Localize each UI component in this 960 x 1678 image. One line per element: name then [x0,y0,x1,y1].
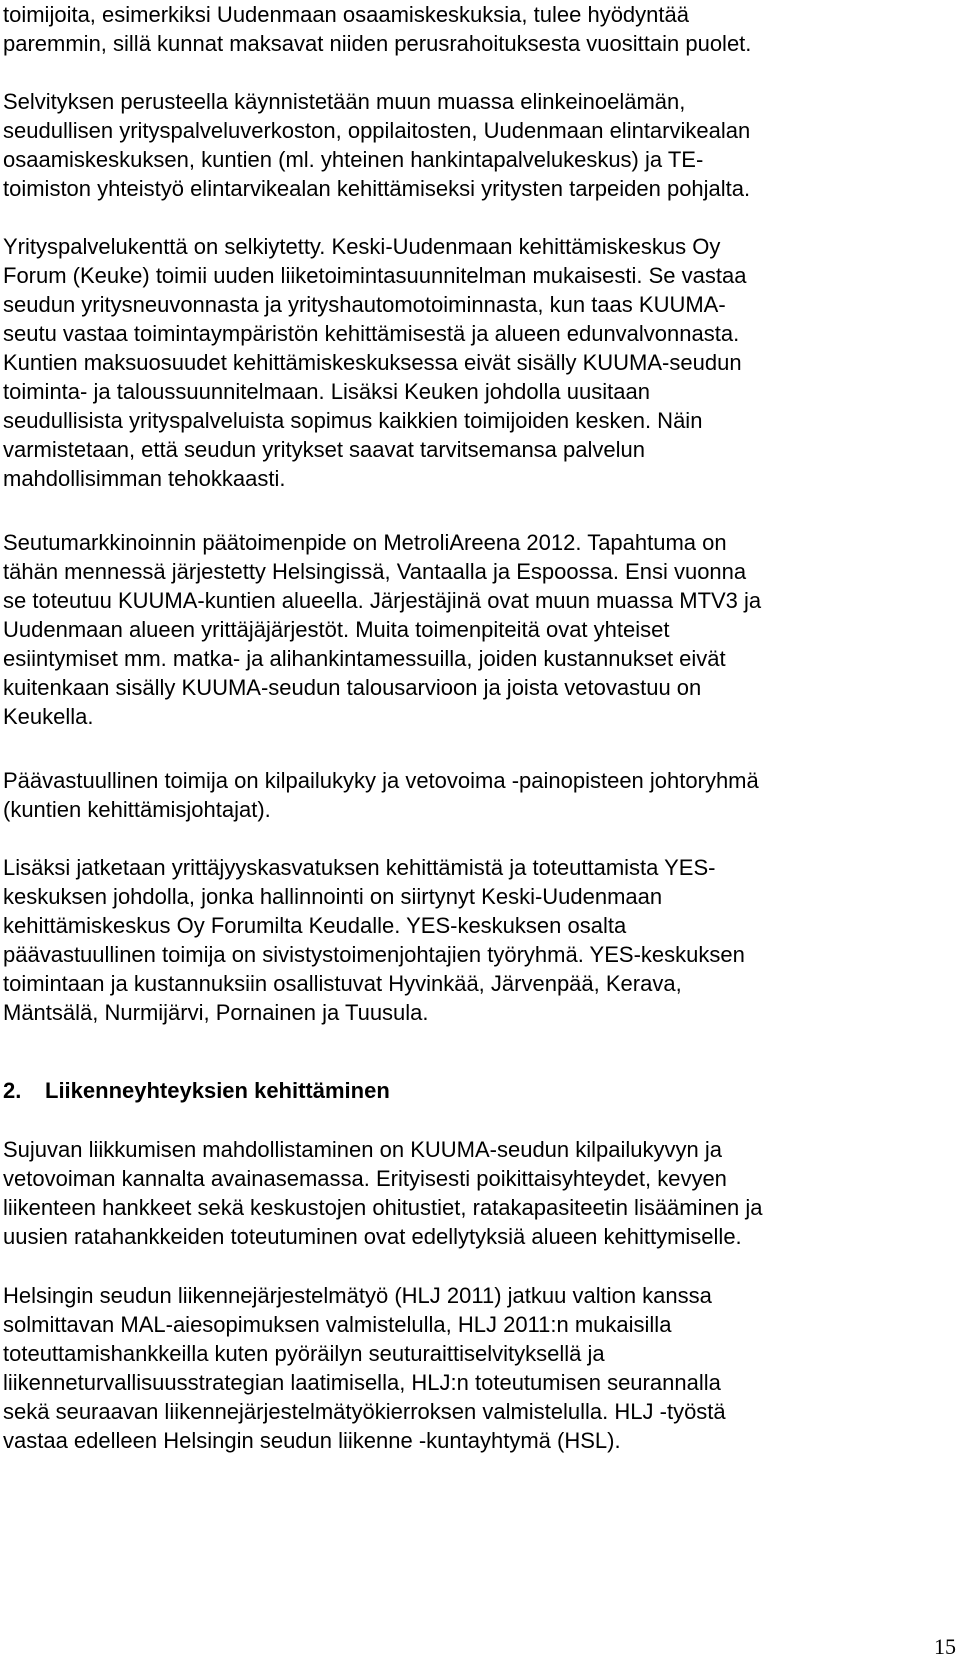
paragraph [3,853,745,1027]
paragraph [3,1281,726,1455]
text-line: Uudenmaan alueen yrittäjäjärjestöt. Muita toimenpiteitä ovat yhteiset [3,617,670,642]
paragraph [3,1135,762,1251]
text-line: varmistetaan, että seudun yritykset saavat tarvitsemansa palvelun [3,437,645,462]
text-line: Kuntien maksuosuudet kehittämiskeskuksessa eivät sisälly KUUMA-seudun [3,350,742,375]
text-line: kuitenkaan sisälly KUUMA-seudun talousarvioon ja joista vetovastuu on [3,675,702,700]
text-line: seutu vastaa toimintaympäristön kehittämisestä ja alueen edunvalvonnasta. [3,321,740,346]
text-line: toimijoita, esimerkiksi Uudenmaan osaamiskeskuksia, tulee hyödyntää [3,2,689,27]
text-line: liikenneturvallisuusstrategian laatimisella, HLJ:n toteutumisen seurannalla [3,1370,721,1395]
text-line: osaamiskeskuksen, kuntien (ml. yhteinen hankintapalvelukeskus) ja TE- [3,147,704,172]
text-line: Forum (Keuke) toimii uuden liiketoimintasuunnitelman mukaisesti. Se vastaa [3,263,747,288]
text-line: (kuntien kehittämisjohtajat). [3,797,271,822]
paragraph [3,232,746,493]
text-line: uusien ratahankkeiden toteutuminen ovat edellytyksiä alueen kehittymiselle. [3,1224,742,1249]
text-line: esiintymiset mm. matka- ja alihankintamessuilla, joiden kustannukset eivät [3,646,726,671]
text-line: toteuttamishankkeilla kuten pyöräilyn seuturaittiselvityksellä ja [3,1341,605,1366]
text-line: mahdollisimman tehokkaasti. [3,466,286,491]
text-line: sekä seuraavan liikennejärjestelmätyökierroksen valmistelulla. HLJ -työstä [3,1399,726,1424]
text-line: tähän mennessä järjestetty Helsingissä, Vantaalla ja Espoossa. Ensi vuonna [3,559,747,584]
paragraph [3,766,759,824]
paragraph [3,528,761,731]
text-line: se toteutuu KUUMA-kuntien alueella. Järjestäjinä ovat muun muassa MTV3 ja [3,588,762,613]
text-line: kehittämiskeskus Oy Forumilta Keudalle. YES-keskuksen osalta [3,913,627,938]
paragraph [3,87,750,203]
text-line: päävastuullinen toimija on sivistystoimenjohtajien työryhmä. YES-keskuksen [3,942,745,967]
text-line: Lisäksi jatketaan yrittäjyyskasvatuksen kehittämistä ja toteuttamista YES- [3,855,716,880]
text-line: liikenteen hankkeet sekä keskustojen ohitustiet, ratakapasiteetin lisääminen ja [3,1195,763,1220]
page-number: 15 [934,1634,956,1659]
text-line: toimiston yhteistyö elintarvikealan kehittämiseksi yritysten tarpeiden pohjalta. [3,176,751,201]
text-line: Yrityspalvelukenttä on selkiytetty. Keski-Uudenmaan kehittämiskeskus Oy [3,234,721,259]
text-line: vetovoiman kannalta avainasemassa. Erityisesti poikittaisyhteydet, kevyen [3,1166,727,1191]
text-line: seudun yritysneuvonnasta ja yrityshautomotoiminnasta, kun taas KUUMA- [3,292,726,317]
text-line: Seutumarkkinoinnin päätoimenpide on MetroliAreena 2012. Tapahtuma on [3,530,727,555]
text-line: keskuksen johdolla, jonka hallinnointi on siirtynyt Keski-Uudenmaan [3,884,663,909]
text-line: Päävastuullinen toimija on kilpailukyky ja vetovoima -painopisteen johtoryhmä [3,768,759,793]
text-line: toimintaan ja kustannuksiin osallistuvat Hyvinkää, Järvenpää, Kerava, [3,971,682,996]
text-line: Keukella. [3,704,94,729]
text-line: seudullisen yrityspalveluverkoston, oppilaitosten, Uudenmaan elintarvikealan [3,118,751,143]
text-line: paremmin, sillä kunnat maksavat niiden perusrahoituksesta vuosittain puolet. [3,31,752,56]
section-heading [3,1076,390,1105]
section-number: 2. [3,1078,22,1103]
text-line: Mäntsälä, Nurmijärvi, Pornainen ja Tuusula. [3,1000,429,1025]
text-line: Sujuvan liikkumisen mahdollistaminen on KUUMA-seudun kilpailukyvyn ja [3,1137,722,1162]
text-line: solmittavan MAL-aiesopimuksen valmistelulla, HLJ 2011:n mukaisilla [3,1312,672,1337]
text-line: seudullisista yrityspalveluista sopimus kaikkien toimijoiden kesken. Näin [3,408,703,433]
text-line: vastaa edelleen Helsingin seudun liikenne -kuntayhtymä (HSL). [3,1428,621,1453]
section-title: Liikenneyhteyksien kehittäminen [45,1078,390,1103]
text-line: Selvityksen perusteella käynnistetään muun muassa elinkeinoelämän, [3,89,686,114]
text-line: toiminta- ja taloussuunnitelmaan. Lisäksi Keuken johdolla uusitaan [3,379,650,404]
paragraph [3,0,751,58]
text-line: Helsingin seudun liikennejärjestelmätyö (HLJ 2011) jatkuu valtion kanssa [3,1283,712,1308]
